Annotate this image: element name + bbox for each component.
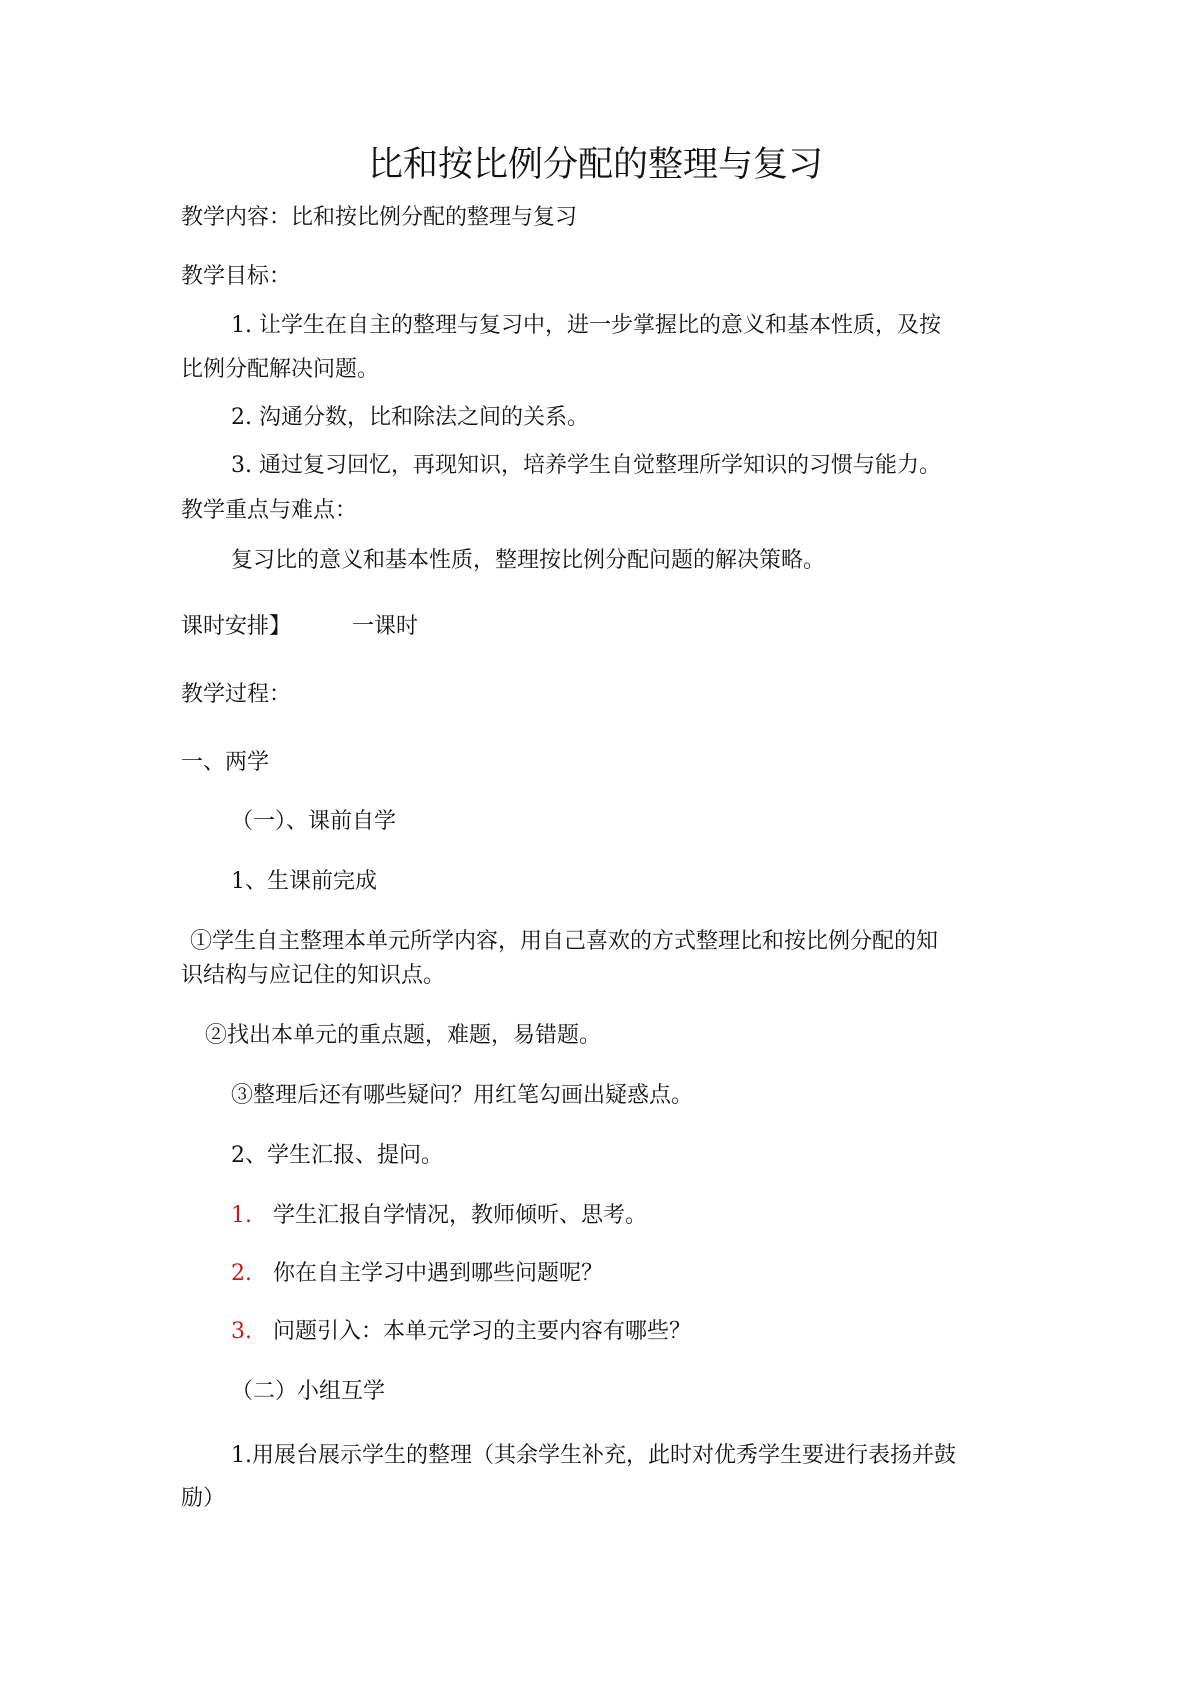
schedule-label: 课时安排】 (181, 614, 292, 639)
sub-section-2: （二）小组互学 (231, 1379, 386, 1404)
part-1-heading: 一、两学 (181, 750, 270, 775)
list-text: 学生汇报自学情况，教师倾听、思考。 (273, 1203, 648, 1228)
list-number: 2. (231, 1261, 252, 1286)
list-item (231, 1259, 603, 1289)
list-number: 3. (231, 1319, 252, 1344)
goal-1-line-2: 比例分配解决问题。 (181, 357, 380, 382)
process-heading: 教学过程： (181, 682, 292, 707)
goal-2: 2. 沟通分数，比和除法之间的关系。 (231, 405, 589, 430)
goal-3: 3. 通过复习回忆，再现知识，培养学生自觉整理所学知识的习惯与能力。 (231, 453, 941, 478)
item-2: 2、学生汇报、提问。 (231, 1143, 443, 1168)
teaching-content: 教学内容：比和按比例分配的整理与复习 (181, 205, 578, 230)
sub-section-1: （一）、课前自学 (231, 809, 397, 834)
goals-heading: 教学目标： (181, 264, 292, 289)
show-item-line-2: 励） (181, 1486, 226, 1511)
goal-1-line-1: 1. 让学生在自主的整理与复习中，进一步掌握比的意义和基本性质，及按 (231, 313, 941, 338)
item-1: 1、生课前完成 (231, 869, 377, 894)
schedule-value: 一课时 (352, 614, 419, 639)
show-item-line-1: 1.用展台展示学生的整理（其余学生补充，此时对优秀学生要进行表扬并鼓 (231, 1443, 956, 1468)
page-title: 比和按比例分配的整理与复习 (367, 145, 823, 185)
list-text: 问题引入：本单元学习的主要内容有哪些？ (273, 1319, 692, 1344)
list-number: 1. (231, 1203, 252, 1228)
circled-item-3: ③整理后还有哪些疑问？用红笔勾画出疑惑点。 (231, 1083, 694, 1108)
key-points-heading: 教学重点与难点： (181, 498, 358, 523)
circled-item-1-line-1: ①学生自主整理本单元所学内容，用自己喜欢的方式整理比和按比例分配的知 (190, 929, 939, 954)
circled-item-1-line-2: 识结构与应记住的知识点。 (181, 963, 446, 988)
circled-item-2: ②找出本单元的重点题，难题，易错题。 (205, 1023, 602, 1048)
list-item (231, 1317, 691, 1347)
key-points-text: 复习比的意义和基本性质，整理按比例分配问题的解决策略。 (231, 548, 826, 573)
list-item (231, 1201, 647, 1231)
list-text: 你在自主学习中遇到哪些问题呢？ (273, 1261, 604, 1286)
